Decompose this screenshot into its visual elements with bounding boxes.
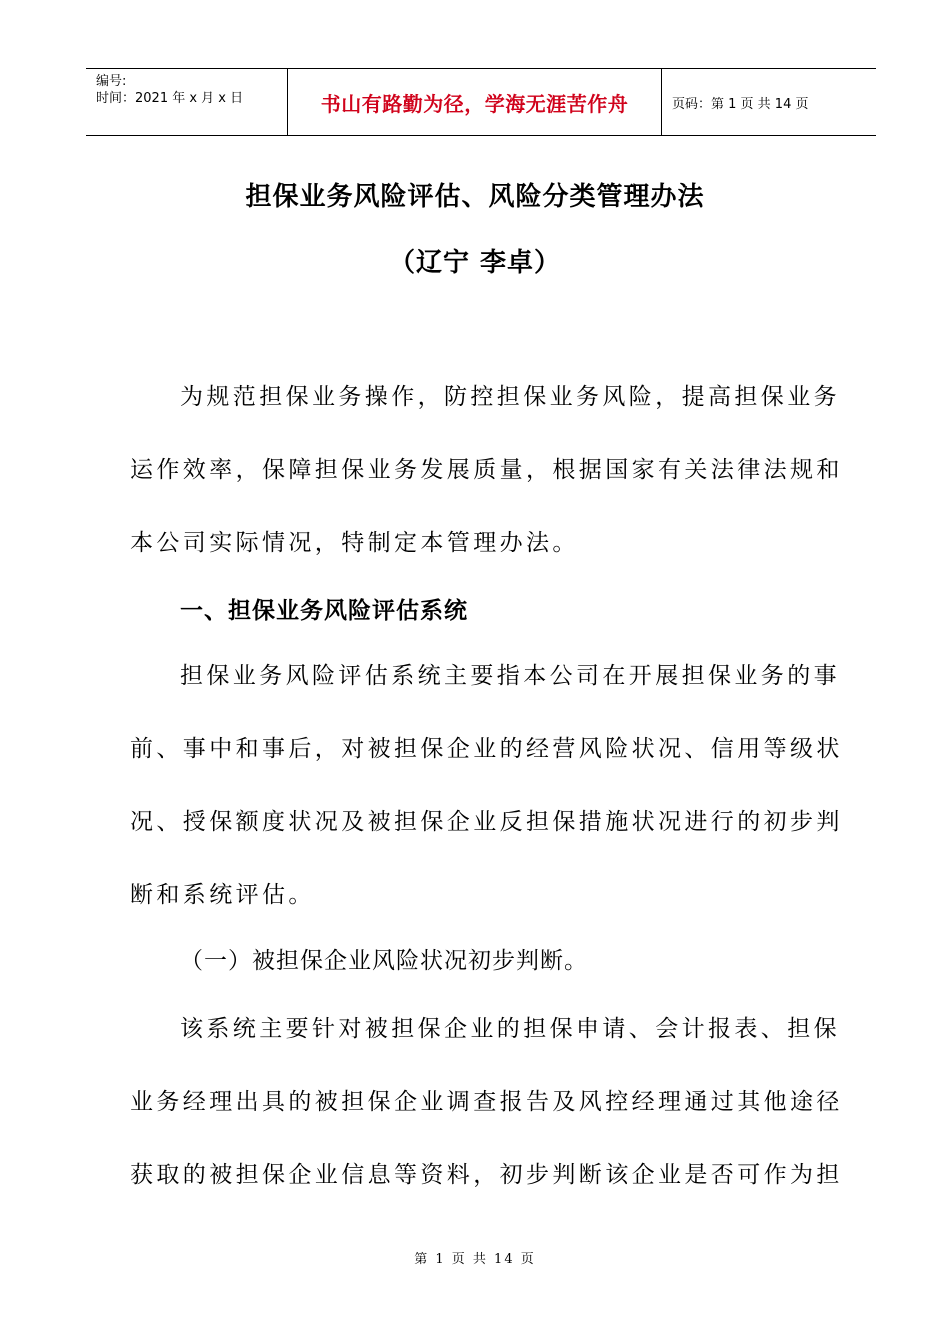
document-header: [86, 68, 876, 136]
paragraph-line: 为规范担保业务操作，防控担保业务风险，提高担保业务: [180, 384, 840, 410]
paragraph-line: 况、授保额度状况及被担保企业反担保措施状况进行的初步判: [130, 809, 843, 835]
header-page-info: 页码：第 1 页 共 14 页: [672, 96, 809, 112]
paragraph-line: 前、事中和事后，对被担保企业的经营风险状况、信用等级状: [130, 736, 843, 762]
document-subtitle: （辽宁 李卓）: [388, 248, 562, 278]
paragraph-line: 担保业务风险评估系统主要指本公司在开展担保业务的事: [180, 663, 840, 689]
paragraph-line: 获取的被担保企业信息等资料，初步判断该企业是否可作为担: [130, 1162, 843, 1188]
document-title: 担保业务风险评估、风险分类管理办法: [245, 182, 705, 212]
header-page-info-cell: [662, 69, 876, 135]
paragraph-line: 业务经理出具的被担保企业调查报告及风控经理通过其他途径: [130, 1089, 843, 1115]
paragraph-line: 运作效率，保障担保业务发展质量，根据国家有关法律法规和: [130, 457, 843, 483]
section-heading: 一、担保业务风险评估系统: [180, 598, 468, 624]
page-footer: 第 1 页 共 14 页: [414, 1252, 536, 1267]
paragraph-line: 该系统主要针对被担保企业的担保申请、会计报表、担保: [180, 1016, 840, 1042]
paragraph-line: 断和系统评估。: [130, 882, 315, 908]
document-number-label: 编号:: [96, 74, 127, 89]
header-meta: [86, 69, 288, 135]
subsection-heading: （一）被担保企业风险状况初步判断。: [180, 948, 588, 974]
header-motto: 书山有路勤为径，学海无涯苦作舟: [320, 91, 629, 116]
paragraph-line: 本公司实际情况，特制定本管理办法。: [130, 530, 579, 556]
header-motto-cell: [288, 69, 662, 135]
document-time-label: 时间：2021 年 x 月 x 日: [96, 91, 244, 106]
